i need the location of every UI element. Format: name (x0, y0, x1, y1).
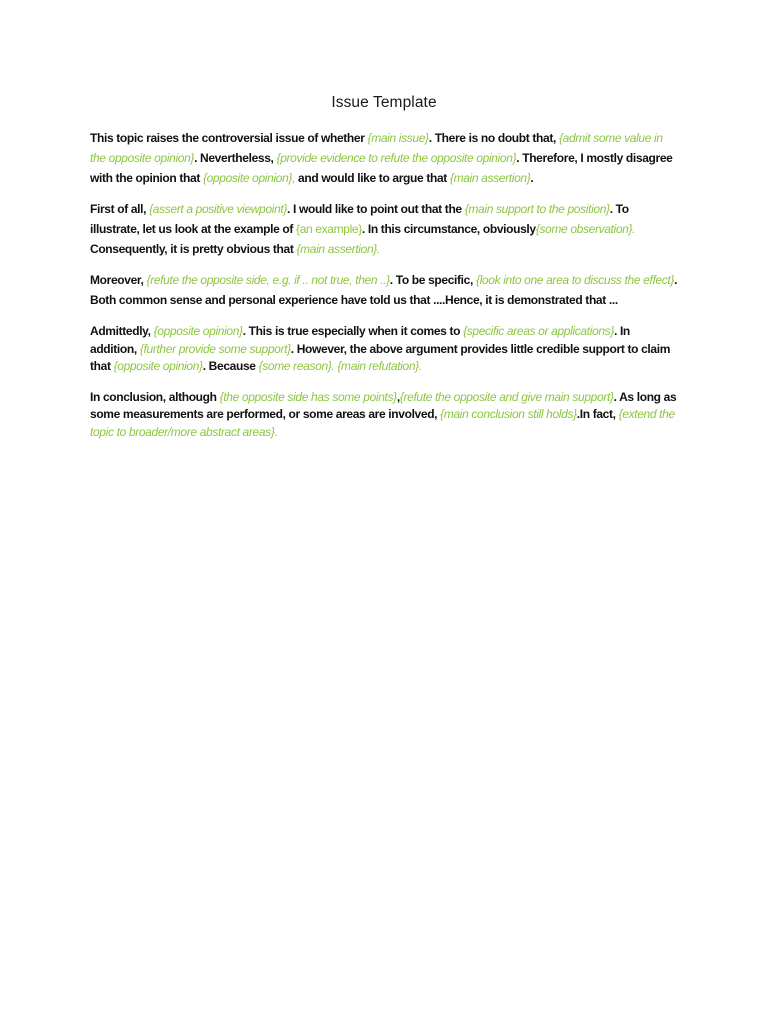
placeholder-text: {main assertion} (449, 171, 531, 185)
body-text: Consequently, it is pretty obvious that (90, 242, 297, 256)
paragraph-concession (90, 323, 678, 376)
body-text: . To be specific, (389, 273, 476, 287)
placeholder-text: {main conclusion still holds} (440, 407, 577, 421)
placeholder-text: {an example} (296, 222, 362, 236)
body-text: . This is true especially when it comes to (242, 324, 464, 338)
body-text: . However, the above argument provides little credible support to claim that (90, 341, 671, 373)
body-text: and would like to argue that (295, 171, 450, 185)
placeholder-text: {some observation}. (535, 222, 636, 236)
placeholder-text: {main support to the position} (464, 202, 610, 216)
paragraph-intro (90, 128, 678, 188)
body-text: . (530, 171, 534, 185)
placeholder-text: {look into one area to discuss the effect} (475, 273, 675, 287)
placeholder-text: {opposite opinion}, (202, 171, 296, 185)
paragraph-first-point (90, 199, 678, 259)
placeholder-text: {extend the topic to broader/more abstract areas}. (90, 407, 675, 439)
body-text: Admittedly, (90, 324, 154, 338)
placeholder-text: {further provide some support} (139, 341, 291, 356)
placeholder-text: {main assertion}. (296, 242, 380, 256)
body-text: . Nevertheless, (194, 151, 277, 165)
placeholder-text: {opposite opinion} (153, 324, 243, 338)
body-text: First of all, (90, 202, 150, 216)
paragraph-second-point (90, 270, 678, 310)
body-text: . To illustrate, let us look at the example of (90, 202, 629, 236)
body-text: This topic raises the controversial issue of whether (90, 131, 368, 145)
body-text: .In fact, (576, 407, 619, 421)
placeholder-text: {specific areas or applications} (463, 324, 614, 338)
paragraph-conclusion (90, 389, 678, 442)
body-text: In conclusion, although (90, 389, 220, 404)
placeholder-text: {refute the opposite side, e.g. if .. not true, then ..} (146, 273, 390, 287)
placeholder-text: {some reason}. {main refutation}. (258, 359, 422, 373)
body-text: . I would like to point out that the (287, 202, 465, 216)
placeholder-text: {provide evidence to refute the opposite opinion} (276, 151, 517, 165)
body-text: Moreover, (90, 273, 147, 287)
placeholder-text: {refute the opposite and give main support} (399, 389, 614, 404)
placeholder-text: {main issue} (367, 131, 429, 145)
placeholder-text: {assert a positive viewpoint} (149, 202, 288, 216)
body-text: , (396, 389, 400, 404)
body-text: . In addition, (90, 324, 630, 356)
body-text: . Because (202, 359, 259, 373)
document-title: Issue Template (331, 94, 437, 111)
placeholder-text: {the opposite side has some points} (219, 389, 397, 404)
body-text: . There is no doubt that, (428, 131, 559, 145)
placeholder-text: {admit some value in the opposite opinion} (90, 131, 663, 165)
body-text: . As long as some measurements are performed, or some areas are involved, (90, 389, 677, 421)
body-text: . Therefore, I mostly disagree with the opinion that (90, 151, 673, 185)
body-text: . Both common sense and personal experience have told us that ....Hence, it is demonstrated that ... (90, 273, 678, 307)
placeholder-text: {opposite opinion} (113, 359, 203, 373)
body-text: . In this circumstance, obviously (361, 222, 536, 236)
